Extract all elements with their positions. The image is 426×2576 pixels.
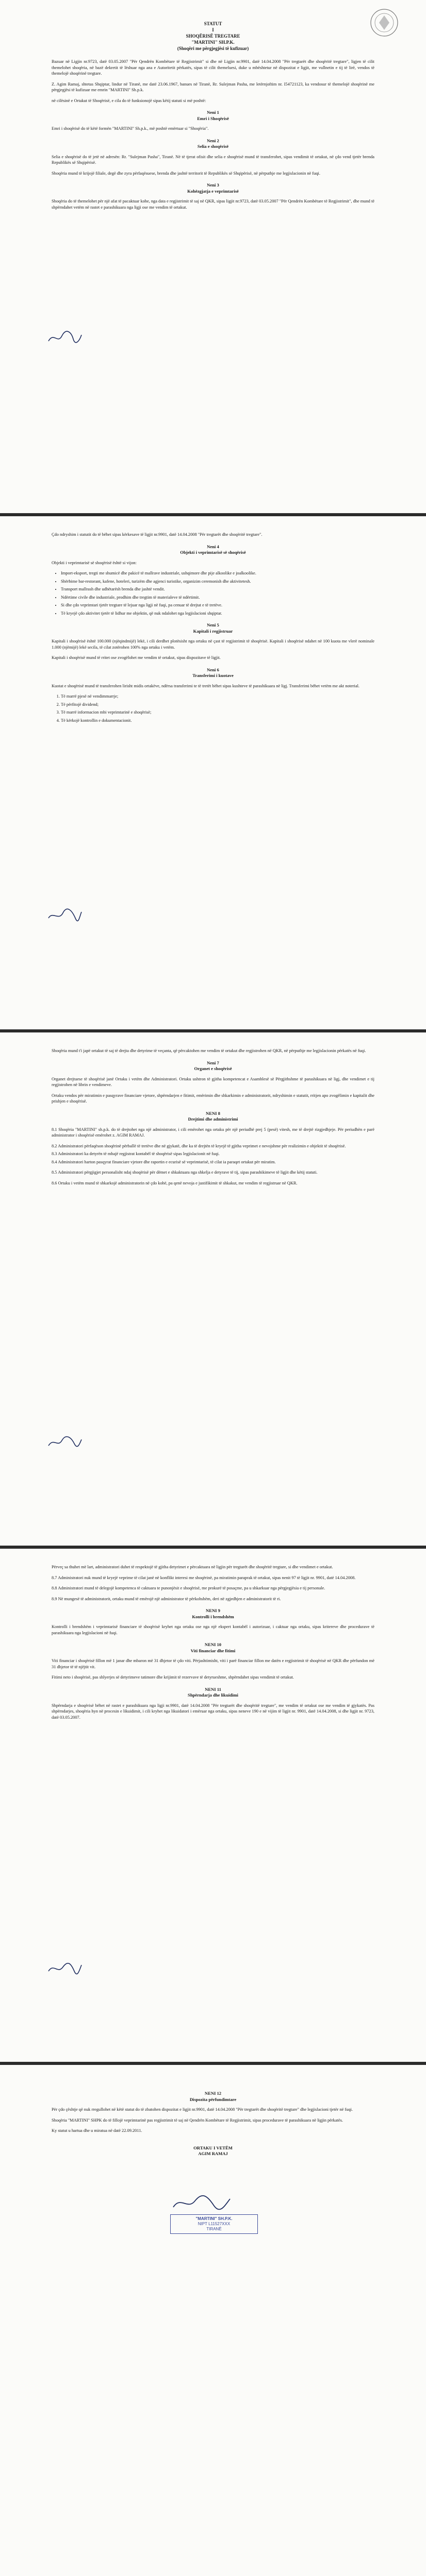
article-5-heading: Neni 5 Kapitali i regjistruar [193,622,233,634]
article-1-heading: Neni 1 Emri i Shoqërisë [197,110,229,121]
article-5-text-b: Kapitali i shoqërisë mund të rritet ose zvogëlohet me vendim të ortakut, sipas dispozitave të ligjit. [52,655,221,660]
list-item: 3. Të marrë informacion mbi veprimtarinë e shoqërisë; [61,709,374,716]
signature-icon [46,330,83,348]
owner-signature-icon [170,2194,232,2215]
article-3-text: Shoqëria do të themelohet për një afat të pacaktuar kohe, nga data e regjistrimit të saj në QKR, sipas ligjit nr.9723, datë 03.05.2007 "Për Qendrën Kombëtare të Regjistrimit", dhe mund të shpërndahet vetëm në rastet e parashikuara nga ligji ose me vendim të ortakut. [52,199,374,210]
stamp-line: "MARTINI" SH.P.K. [195,2216,233,2221]
signature-icon [46,1961,83,1979]
activity-list [61,570,374,616]
article-2-text-b: Shoqëria mund të krijojë filiale, degë dhe zyra përfaqësuese, brenda dhe jashtë territorit të Republikës së Shqipërisë, në përputhje me legjislacionin në fuqi. [52,171,320,176]
article-8-list [52,1143,374,1165]
list-item: • Transport mallrash dhe udhëtarësh brenda dhe jashtë vendit. [61,586,374,592]
statute-title: STATUT I SHOQËRISË TREGTARE "MARTINI" SH.P.K. (Shoqëri me përgjegjësi të kufizuar) [177,21,249,51]
founder-paragraph: Z. Agim Ramaj, shtetas Shqiptar, lindur në Tiranë, me datë 23.06.1967, banues në Tiranë, Rr. Sulejman Pasha, me letërnjoftim nr. I54721123, ka vendosur të themelojë shoqërinë me përgjegjësi të kufizuar me emrin "MARTINI" Sh.p.k. [52,81,374,92]
article-11-text: Shpërndarja e shoqërisë bëhet në rastet e parashikuara nga ligji nr.9901, datë 14.04.2008 "Për tregtarët dhe shoqëritë tregtare", me vendim të ortakut ose me vendim të gjykatës. Pas shpërndarjes, shoqëria hyn në procesin e likuidimit, i cili kryhet nga likuidatori i emëruar nga ortaku, sipas neneve 190 e në vijim të ligjit nr. 9901, datë 14.04.2008, si dhe ligjit nr. 9723, datë 03.05.2007. [52,1703,374,1720]
article-6-heading: Neni 6 Transferimi i kuotave [192,667,234,678]
intro-paragraph: Bazuar në Ligjin nr.9723, datë 03.05.2007 "Për Qendrën Kombëtare të Regjistrimit" si dhe në Ligjin nr.9901, datë 14.04.2008 "Për tregtarët dhe shoqëritë tregtare", ligjen të cilit themelohet shoqëria, në bazë dekretit të lëshuar nga ana e Autoritetit përkatës, sipas të cilit themeluesi, duke u mbështetur në dispozitat e ligjit, me vullnetin e tij të lirë, vendos të themelojë shoqërinë tregtare. [52,59,374,76]
article-8-text: 8.1 Shoqëria "MARTINI" sh.p.k. do të drejtohet nga një administrator, i cili emërohet nga ortaku për një periudhë prej 5 (pesë) vitesh, me të drejtë rizgjedhjeje. Për periudhën e parë administrator i shoqërisë emërohet z. AGIM RAMAJ. [52,1127,374,1138]
article-8-text-b: 8.5 Administratori përgjigjet personalisht ndaj shoqërisë për dëmet e shkaktuara nga shkelja e detyrave të tij, sipas parashikimeve të ligjit dhe këtij statuti. [52,1170,318,1175]
list-item: 1. Të marrë pjesë në vendimmarrje; [61,693,374,700]
article-3-heading: Neni 3 Kohëzgjatja e veprimtarisë [187,182,239,194]
statute-page-4 [0,1549,426,2062]
list-item: 8.2 Administratori përfaqëson shoqërinë përballë të tretëve dhe në gjykatë, dhe ka të drejtën të kryejë të gjitha veprimet e nevojshme për realizimin e objektit të shoqërisë. [52,1143,346,1148]
article-9-text: Kontrolli i brendshëm i veprimtarisë financiare të shoqërisë kryhet nga ortaku ose nga një ekspert kontabël i autorizuar, i caktuar nga ortaku, sipas kritereve dhe procedurave të parashikuara nga legjislacioni në fuqi. [52,1624,374,1635]
page4-p4: 8.9 Në mungesë të administratorit, ortaku mund të emërojë një administrator të përkohshëm, deri në zgjedhjen e administratorit të ri. [52,1596,281,1601]
article-8-text-c: 8.6 Ortaku i vetëm mund të shkarkojë administratorin në çdo kohë, pa qenë nevoja e justifikimit të shkakut, me vendim të regjistruar në QKR. [52,1180,298,1185]
founder-paragraph-2: në cilësinë e Ortakut të Shoqërisë, e cila do të funksionojë sipas këtij statuti si më poshtë: [52,98,206,103]
list-item: • Import-eksport, tregti me shumicë dhe pakicë të mallrave industriale, ushqimore dhe pije alkoolike e joalkoolike. [61,570,374,577]
page4-p2: 8.7 Administratori nuk mund të kryejë veprime të cilat janë në konflikt interesi me shoqërinë, pa miratimin paraprak të ortakut, sipas nenit 97 të ligjit nr. 9901, datë 14.04.2008. [52,1575,356,1580]
article-6-text: Kuotat e shoqërisë mund të transferohen lirisht midis ortakëve, ndërsa transferimi te të tretët bëhet sipas kushteve të parashikuara në ligj. Transferimi bëhet vetëm me akt noterial. [52,683,360,688]
article-2-heading: Neni 2 Selia e shoqërisë [197,138,229,149]
article-12-text-b: Shoqëria "MARTINI" SHPK do të fillojë veprimtarinë pas regjistrimit të saj në Qendrën Kombëtare të Regjistrimit, sipas procedurave të parashikuara në ligjin përkatës. [52,2117,343,2123]
list-item: 8.3 Administratori ka detyrën të mbajë regjistrat kontabël të shoqërisë sipas legjislacionit në fuqi. [52,1151,220,1156]
article-12-heading: NENI 12 Dispozita përfundimtare [189,2091,237,2102]
statute-page-1 [0,0,426,513]
signatory-heading: ORTAKU I VETËM AGIM RAMAJ [193,2145,233,2156]
list-item: • Të kryejë çdo aktivitet tjetër të lidhur me objektin, që nuk ndalohet nga legjislacioni shqiptar. [61,611,374,617]
page3-intro: Shoqëria mund t'i japë ortakut të saj të drejta dhe detyrime të veçanta, që përcaktohen me vendim të ortakut dhe regjistrohen në QKR, në përputhje me legjislacionin përkatës në fuqi. [52,1048,366,1053]
stamp-line: TIRANË [206,2227,222,2231]
article-7-heading: Neni 7 Organet e shoqërisë [194,1060,232,1071]
article-2-text: Selia e shoqërisë do të jetë në adresën: Rr. "Sulejman Pasha", Tiranë. Në të tjerat ofisit dhe selia e shoqërisë mund të transferohet, sipas vendimit të ortakut, në çdo vend tjetër brenda Republikës së Shqipërisë. [52,154,374,165]
article-8-heading: NENI 8 Drejtimi dhe administrimi [188,1110,238,1122]
article-7-text-b: Ortaku vendos për miratimin e pasqyrave financiare vjetore, shpërndarjen e fitimit, emërimin dhe shkarkimin e administratorit, ndryshimin e statutit, rritjen apo zvogëlimin e kapitalit dhe prishjen e shoqërisë. [52,1093,374,1104]
page4-p1: Përveç sa thuhet më lart, administratori duhet të respektojë të gjitha detyrimet e përcaktuara në ligjin për tregtarët dhe shoqëritë tregtare, si dhe vendimet e ortakut. [52,1565,333,1569]
article-10-text: Viti financiar i shoqërisë fillon më 1 janar dhe mbaron më 31 dhjetor të çdo viti. Përjashtimisht, viti i parë financiar fillon me datën e regjistrimit të shoqërisë në QKR dhe përfundon më 31 dhjetor të të njëjtit vit. [52,1658,374,1669]
list-item: 4. Të kërkojë kontrollin e dokumentacionit. [61,718,374,724]
article-12-text-c: Ky statut u hartua dhe u miratua në datë 22.09.2011. [52,2128,142,2133]
stamp-line: NIPT L11527XXX [198,2222,231,2226]
article-5-text: Kapitali i shoqërisë është 100.000 (njëqindmijë) lekë, i cili derdhet plotësisht nga ortaku në çast të regjistrimit të shoqërisë. Kapitali i shoqërisë ndahet në 100 kuota me vlerë nominale 1.000 (njëmijë) lekë secila, të cilat zotërohen 100% nga ortaku i vetëm. [52,639,374,650]
statute-page-3 [0,1032,426,1546]
list-item: 2. Të përfitojë dividend; [61,702,374,708]
article-9-heading: NENI 9 Kontrolli i brendshëm [192,1608,234,1619]
article-1-text: Emri i shoqërisë do të këtë formën "MARTINI" Sh.p.k., më poshtë emërtuar si "Shoqëria". [52,126,209,131]
statute-page-2 [0,516,426,1029]
ministry-seal-icon [369,7,400,38]
statute-page-5 [0,2065,426,2576]
article-12-text: Për çdo çështje që nuk rregullohet në këtë statut do të zbatohen dispozitat e ligjit nr.9901, datë 14.04.2008 "Për tregtarët dhe shoqëritë tregtare" dhe legjislacioni tjetër në fuqi. [52,2107,353,2112]
article-11-heading: NENI 11 Shpërndarja dhe likuidimi [188,1686,238,1698]
signature-icon [46,1434,83,1452]
rights-list [61,693,374,723]
article-10-heading: NENI 10 Viti financiar dhe fitimi [190,1642,236,1653]
list-item: • Si dhe çdo veprimtari tjetër tregtare të lejuar nga ligji në fuqi, pa cenuar të drejtat e të tretëve. [61,602,374,608]
page4-p3: 8.8 Administratori mund të delegojë kompetenca të caktuara te punonjësit e shoqërisë, me prokurë të posaçme, pa u shkarkuar nga përgjegjësia e tij personale. [52,1586,325,1590]
article-7-text: Organet drejtuese të shoqërisë janë Ortaku i vetëm dhe Administratori. Ortaku ushtron të gjitha kompetencat e Asamblesë së Përgjithshme të parashikuara në ligj, dhe vendimet e tij regjistrohen në librin e vendimeve. [52,1076,374,1087]
article-4-text: Objekti i veprimtarisë së shoqërisë është si vijon: [52,560,137,565]
list-item: 8.4 Administratori harton pasqyrat financiare vjetore dhe raportin e ecurisë së veprimtarisë, të cilat ia paraqet ortakut për miratim. [52,1159,276,1164]
article-10-text-b: Fitimi neto i shoqërisë, pas shlyerjes së detyrimeve tatimore dhe krijimit të rezervave të detyrueshme, shpërndahet sipas vendimit të ortakut. [52,1675,294,1680]
list-item: • Ndërtime civile dhe industriale, prodhim dhe tregtim të materialeve të ndërtimit. [61,595,374,601]
page2-intro: Çdo ndryshim i statutit do të bëhet sipas kërkesave të ligjit nr.9901, datë 14.04.2008 "Për tregtarët dhe shoqëritë tregtare". [52,532,263,537]
article-4-heading: Neni 4 Objekti i veprimtarisë së shoqërisë [180,544,246,555]
company-stamp [170,2214,258,2234]
signature-icon [46,908,83,926]
list-item: • Shërbime bar-restorant, kafene, hoteleri, turizëm dhe agjenci turistike, organizim ceremonish dhe aktivitetesh. [61,579,374,585]
